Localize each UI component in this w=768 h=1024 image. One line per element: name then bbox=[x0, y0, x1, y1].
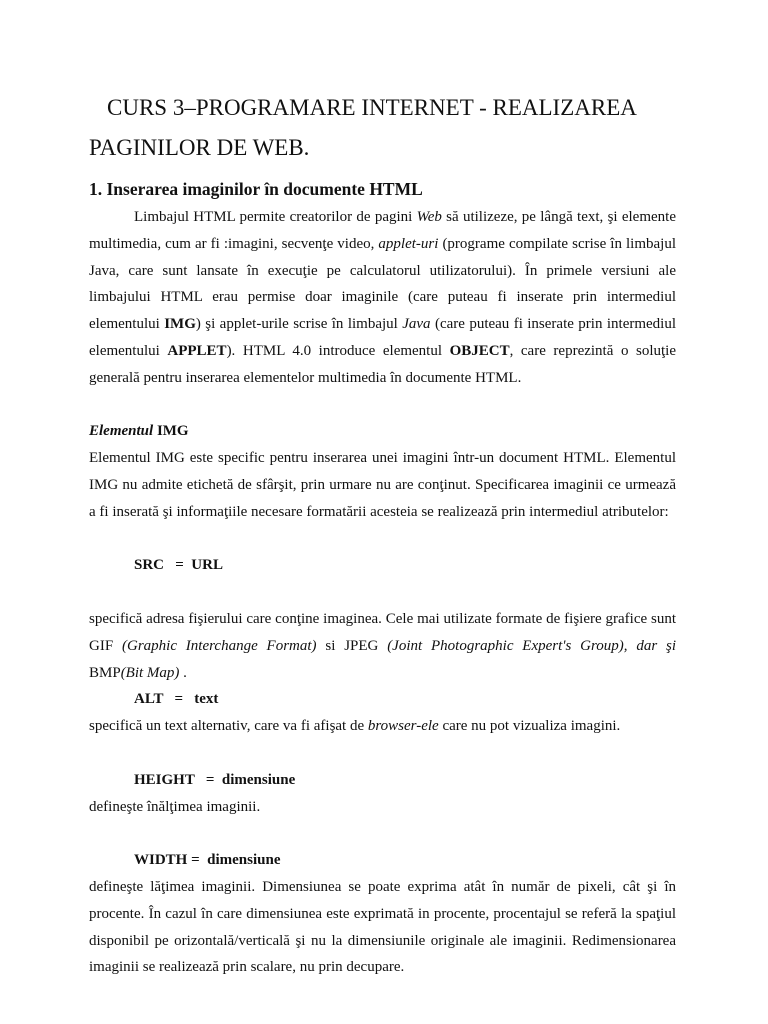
attribute-src: SRC = URL bbox=[134, 557, 223, 574]
attribute-width-description: defineşte lăţimea imaginii. Dimensiunea se poate exprima atât în număr de pixeli, cât şi în procente. În cazul în care dimensiunea este exprimată in procente, procentajul se referă la spaţiul disponibil pe orizontală/verticală şi nu la dimensiunile originale ale imaginii. Redimensionarea imaginii se realizează prin scalare, nu prin decupare. bbox=[89, 878, 676, 976]
element-heading-rest: IMG bbox=[153, 423, 189, 440]
src-desc-text-2: si JPEG bbox=[316, 637, 388, 654]
spacer bbox=[89, 392, 676, 419]
src-desc-italic-jpeg: (Joint Photographic Expert's Group), dar şi bbox=[387, 637, 676, 654]
alt-desc-text-1: specifică un text alternativ, care va fi afişat de bbox=[89, 718, 368, 735]
spacer bbox=[89, 579, 676, 606]
attribute-height-description: defineşte înălţimea imaginii. bbox=[89, 798, 261, 815]
intro-bold-img: IMG bbox=[164, 316, 196, 333]
intro-text-1: Limbajul HTML permite creatorilor de pagini bbox=[134, 209, 417, 225]
intro-italic-applets: applet-uri bbox=[378, 235, 439, 252]
intro-text-3: (programe compilate scrise în limbajul Java, care sunt lansate în execuţie pe calculatorul utilizatorului). În primele versiuni ale limbajului HTML erau permise doar imaginile (care puteau fi inserate prin intermediul elementului bbox=[89, 235, 676, 333]
spacer bbox=[89, 740, 676, 767]
src-desc-italic-gif: (Graphic Interchange Format) bbox=[122, 637, 317, 654]
intro-text-7: , care reprezintă o soluţie generală pentru inserarea elementelor multimedia în documente HTML. bbox=[89, 342, 676, 386]
element-img-heading bbox=[89, 418, 676, 445]
intro-bold-object: OBJECT bbox=[449, 342, 510, 359]
document-title bbox=[89, 88, 676, 168]
src-desc-text-3: BMP bbox=[89, 664, 121, 681]
intro-italic-web: Web bbox=[416, 209, 442, 225]
document-page bbox=[89, 88, 676, 981]
intro-text-4: ) şi applet-urile scrise în limbajul bbox=[195, 316, 403, 333]
intro-text-2: să utilizeze, pe lângă text, şi elemente multimedia, cum ar fi :imagini, secvenţe video, bbox=[89, 209, 676, 252]
alt-desc-text-2: care nu pot vizualiza imagini. bbox=[438, 718, 621, 735]
attribute-alt: ALT = text bbox=[134, 691, 219, 708]
section-heading: 1. Inserarea imaginilor în documente HTML bbox=[89, 179, 423, 199]
spacer bbox=[89, 820, 676, 847]
attribute-src-description bbox=[89, 606, 676, 686]
intro-text-5: (care puteau fi inserate prin intermediul elementului bbox=[89, 316, 677, 359]
title-line-2: PAGINILOR DE WEB. bbox=[89, 135, 310, 160]
src-desc-text-4: . bbox=[179, 664, 187, 681]
intro-paragraph bbox=[89, 204, 676, 392]
img-description: Elementul IMG este specific pentru inserarea unei imagini într-un document HTML. Elementul IMG nu admite etichetă de sfârşit, prin urmare nu are conţinut. Specificarea imaginii ce urmează a fi inserată şi informaţiile necesare formatării acesteia se realizează prin intermediul atributelor: bbox=[89, 450, 676, 520]
attribute-width: WIDTH = dimensiune bbox=[134, 852, 281, 869]
attribute-alt-description bbox=[89, 713, 676, 740]
intro-bold-applet: APPLET bbox=[167, 342, 227, 359]
intro-text-6: ). HTML 4.0 introduce elementul bbox=[226, 342, 450, 359]
alt-desc-italic-browsers: browser-ele bbox=[367, 718, 439, 735]
src-desc-italic-bmp: (Bit Map) bbox=[120, 664, 180, 681]
src-desc-text-1: specifică adresa fişierului care conţine imaginea. Cele mai utilizate formate de fişiere grafice sunt GIF bbox=[89, 610, 676, 654]
intro-italic-java: Java bbox=[402, 316, 431, 333]
element-heading-italic: Elementul bbox=[89, 423, 154, 440]
attribute-height: HEIGHT = dimensiune bbox=[134, 771, 296, 788]
title-line-1: CURS 3–PROGRAMARE INTERNET - REALIZAREA bbox=[107, 95, 637, 120]
spacer bbox=[89, 526, 676, 553]
